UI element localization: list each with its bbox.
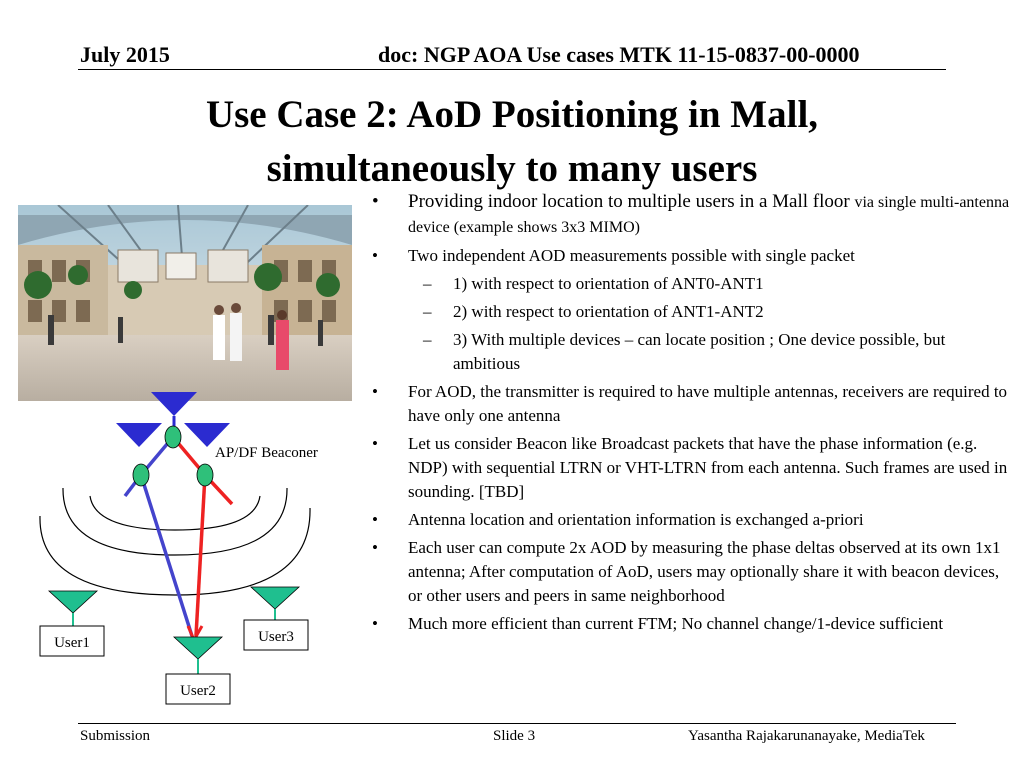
footer-author: Yasantha Rajakarunanayake, MediaTek [688, 728, 925, 744]
bullet-5-text: Antenna location and orientation information is exchanged a-priori [408, 510, 864, 529]
sub-bullet-2b: – 2) with respect to orientation of ANT1-ANT2 [368, 300, 1013, 324]
user2-label: User2 [180, 683, 216, 699]
footer-slide-number: Slide 3 [493, 728, 536, 744]
element-ant1 [133, 464, 149, 486]
aod-antenna-diagram [0, 380, 360, 715]
sub-bullet-2c-text: 3) With multiple devices – can locate position ; One device possible, but ambitious [453, 330, 946, 373]
sub-bullet-2b-text: 2) with respect to orientation of ANT1-ANT2 [453, 302, 764, 321]
ap-antenna-left-icon [116, 423, 162, 447]
title-line-2: simultaneously to many users [266, 147, 758, 190]
bullet-1-tail: via single multi-antenna device (example shows 3x3 MIMO) [408, 194, 1010, 236]
user3-label: User3 [258, 629, 294, 645]
wavefront-arc-middle [63, 488, 287, 555]
footer-rule [78, 723, 956, 724]
user1-label: User1 [54, 635, 90, 651]
sub-bullet-2c: – 3) With multiple devices – can locate position ; One device possible, but ambitious [368, 328, 1013, 376]
bullet-5: • Antenna location and orientation information is exchanged a-priori [368, 508, 1013, 532]
bullet-2-text: Two independent AOD measurements possible with single packet [408, 246, 855, 265]
ap-antenna-right-icon [184, 423, 230, 447]
header-rule [78, 69, 946, 70]
user1-antenna-icon [49, 591, 97, 613]
footer-submission: Submission [80, 728, 151, 744]
bullet-4: • Let us consider Beacon like Broadcast packets that have the phase information (e.g. NDP) with sequential LTRN or VHT-LTRN from each antenna. Such frames are used in sounding. [TBD] [368, 432, 1013, 504]
header-doc-id: doc: NGP AOA Use cases MTK 11-15-0837-00-0000 [378, 42, 860, 67]
sub-bullet-2a: – 1) with respect to orientation of ANT0-ANT1 [368, 272, 1013, 296]
bullet-4-text: Let us consider Beacon like Broadcast packets that have the phase information (e.g. NDP) with sequential LTRN or VHT-LTRN from each antenna. Such frames are used in sounding. [TBD] [408, 434, 1008, 501]
bullet-7-text: Much more efficient than current FTM; No channel change/1-device sufficient [408, 614, 944, 633]
ap-label: AP/DF Beaconer [215, 445, 318, 461]
ap-antenna-top-icon [151, 392, 197, 416]
user2-antenna-icon [174, 637, 222, 659]
bullet-3: • For AOD, the transmitter is required to have multiple antennas, receivers are required to have only one antenna [368, 380, 1013, 428]
bullet-7: • Much more efficient than current FTM; No channel change/1-device sufficient [368, 612, 1013, 636]
user3-antenna-icon [251, 587, 299, 609]
element-ant0 [165, 426, 181, 448]
slide-title [60, 88, 964, 196]
bullet-6-text: Each user can compute 2x AOD by measuring the phase deltas observed at its own 1x1 antenna; After computation of AoD, users may optionally share it with beacon devices, or other users and peers in same neighborhood [408, 538, 1001, 605]
bullet-2: • Two independent AOD measurements possible with single packet [368, 244, 1013, 268]
header-date: July 2015 [80, 42, 170, 67]
bullet-1: • Providing indoor location to multiple users in a Mall floor via single multi-antenna device (example shows 3x3 MIMO) [372, 191, 1010, 236]
mall-interior-photo [18, 205, 352, 401]
sub-bullet-2a-text: 1) with respect to orientation of ANT0-ANT1 [453, 274, 764, 293]
title-line-1: Use Case 2: AoD Positioning in Mall, [205, 93, 819, 136]
bullet-3-text: For AOD, the transmitter is required to have multiple antennas, receivers are required to have only one antenna [408, 382, 1008, 425]
bullet-6: • Each user can compute 2x AOD by measuring the phase deltas observed at its own 1x1 antenna; After computation of AoD, users may optionally share it with beacon devices, or other users and peers in same neighborhood [368, 536, 1013, 608]
wavefront-arc-inner [90, 496, 260, 530]
element-ant2 [197, 464, 213, 486]
bullet-1-text: Providing indoor location to multiple users in a Mall floor [408, 191, 855, 212]
bullet-list [368, 190, 1013, 640]
